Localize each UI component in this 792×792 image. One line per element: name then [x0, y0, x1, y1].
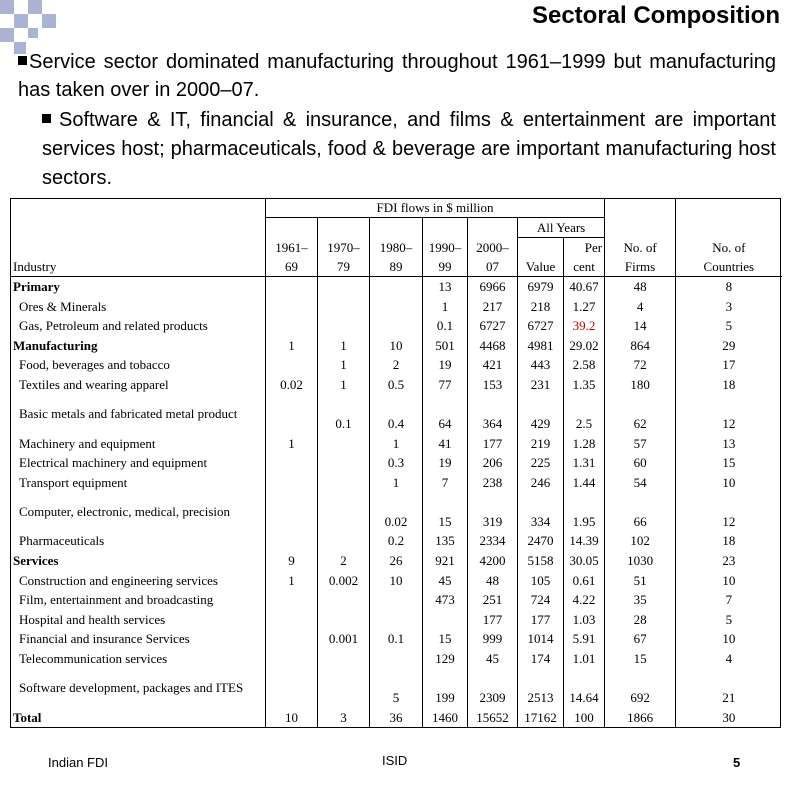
cell-percent: 1.31: [564, 453, 605, 473]
cell-p3: [370, 316, 423, 336]
table-row: [11, 708, 782, 728]
cell-p5: 251: [468, 590, 518, 610]
cell-countries: 29: [676, 336, 782, 356]
table-row: [11, 610, 782, 630]
cell-p2: [318, 434, 370, 454]
cell-p4: 129: [423, 649, 468, 669]
cell-p4: 19: [423, 355, 468, 375]
table-row: [11, 316, 782, 336]
cell-p2: 1: [318, 355, 370, 375]
header-countries-a: No. of: [676, 238, 782, 258]
row-industry: Financial and insurance Services: [11, 629, 266, 649]
cell-percent: 1.95: [564, 492, 605, 531]
cell-p2: 1: [318, 336, 370, 356]
cell-firms: 72: [605, 355, 676, 375]
cell-percent: 100: [564, 708, 605, 728]
cell-p3: 1: [370, 434, 423, 454]
cell-p3: 26: [370, 551, 423, 571]
cell-value: 105: [518, 571, 564, 591]
slide-title: Sectoral Composition: [531, 2, 780, 29]
cell-value: 2513: [518, 669, 564, 708]
cell-p1: [266, 277, 318, 297]
cell-percent: 1.28: [564, 434, 605, 454]
cell-percent: 2.58: [564, 355, 605, 375]
cell-firms: 62: [605, 395, 676, 434]
table-row: [11, 551, 782, 571]
row-industry: Pharmaceuticals: [11, 531, 266, 551]
cell-p4: 15: [423, 492, 468, 531]
header-firms-b: Firms: [605, 257, 676, 277]
cell-value: 5158: [518, 551, 564, 571]
cell-firms: 66: [605, 492, 676, 531]
cell-percent: 4.22: [564, 590, 605, 610]
table-row: [11, 629, 782, 649]
cell-p2: [318, 610, 370, 630]
cell-p1: [266, 395, 318, 434]
header-percent-b: cent: [564, 257, 605, 277]
cell-countries: 7: [676, 590, 782, 610]
table-row: [11, 355, 782, 375]
cell-value: 17162: [518, 708, 564, 728]
footer-center: ISID: [382, 753, 408, 768]
header-p2-b: 79: [318, 257, 370, 277]
header-p5-b: 07: [468, 257, 518, 277]
cell-p4: 41: [423, 434, 468, 454]
cell-p5: 153: [468, 375, 518, 395]
cell-countries: 10: [676, 473, 782, 493]
cell-p5: 217: [468, 297, 518, 317]
header-p3-b: 89: [370, 257, 423, 277]
bullet-square-icon: [42, 114, 51, 123]
table-body: [11, 277, 782, 728]
cell-value: 443: [518, 355, 564, 375]
cell-p3: [370, 610, 423, 630]
cell-p2: 3: [318, 708, 370, 728]
cell-p5: 238: [468, 473, 518, 493]
cell-p4: 45: [423, 571, 468, 591]
cell-value: 246: [518, 473, 564, 493]
cell-p4: 19: [423, 453, 468, 473]
table-row: [11, 649, 782, 669]
cell-firms: 51: [605, 571, 676, 591]
cell-value: 225: [518, 453, 564, 473]
cell-percent: 39.2: [564, 316, 605, 336]
cell-p1: [266, 649, 318, 669]
cell-value: 2470: [518, 531, 564, 551]
bullet-1-text: Service sector dominated manufacturing throughout 1961–1999 but manufacturing has taken over in 2000–07.: [18, 51, 776, 101]
cell-p3: 10: [370, 336, 423, 356]
row-industry: Total: [11, 708, 266, 728]
table-row: [11, 590, 782, 610]
cell-value: 6727: [518, 316, 564, 336]
bullet-1: [18, 48, 776, 104]
cell-p1: [266, 355, 318, 375]
cell-p4: 1460: [423, 708, 468, 728]
cell-p1: [266, 473, 318, 493]
cell-p2: [318, 277, 370, 297]
cell-firms: 1030: [605, 551, 676, 571]
cell-countries: 23: [676, 551, 782, 571]
row-industry: Film, entertainment and broadcasting: [11, 590, 266, 610]
header-empty: [11, 198, 266, 218]
header-value: Value: [518, 257, 564, 277]
cell-p4: 13: [423, 277, 468, 297]
row-industry: Manufacturing: [11, 336, 266, 356]
header-p3-a: 1980–: [370, 238, 423, 258]
cell-p1: 10: [266, 708, 318, 728]
header-p1-a: 1961–: [266, 238, 318, 258]
cell-p4: 473: [423, 590, 468, 610]
footer-left: Indian FDI: [48, 755, 108, 770]
cell-p3: 0.3: [370, 453, 423, 473]
cell-p3: 0.2: [370, 531, 423, 551]
cell-p3: [370, 297, 423, 317]
cell-p5: 177: [468, 434, 518, 454]
cell-p5: 4200: [468, 551, 518, 571]
cell-percent: 1.27: [564, 297, 605, 317]
bullet-square-icon: [18, 56, 27, 65]
cell-countries: 17: [676, 355, 782, 375]
cell-countries: 8: [676, 277, 782, 297]
cell-p2: [318, 590, 370, 610]
cell-p1: [266, 453, 318, 473]
row-industry: Textiles and wearing apparel: [11, 375, 266, 395]
cell-value: 177: [518, 610, 564, 630]
cell-p1: [266, 316, 318, 336]
row-industry: Food, beverages and tobacco: [11, 355, 266, 375]
cell-value: 218: [518, 297, 564, 317]
cell-percent: 14.64: [564, 669, 605, 708]
cell-value: 6979: [518, 277, 564, 297]
cell-value: 174: [518, 649, 564, 669]
cell-firms: 864: [605, 336, 676, 356]
cell-percent: 5.91: [564, 629, 605, 649]
cell-p3: 0.4: [370, 395, 423, 434]
cell-percent: 1.01: [564, 649, 605, 669]
cell-p4: 501: [423, 336, 468, 356]
row-industry: Electrical machinery and equipment: [11, 453, 266, 473]
cell-p2: [318, 492, 370, 531]
header-fdi-flows: FDI flows in $ million: [266, 198, 605, 218]
cell-value: 1014: [518, 629, 564, 649]
cell-countries: 18: [676, 531, 782, 551]
row-industry: Primary: [11, 277, 266, 297]
cell-p2: [318, 453, 370, 473]
cell-countries: 21: [676, 669, 782, 708]
row-industry: Basic metals and fabricated metal product: [11, 395, 266, 434]
cell-percent: 1.35: [564, 375, 605, 395]
table-row: [11, 473, 782, 493]
cell-p5: 4468: [468, 336, 518, 356]
cell-value: 4981: [518, 336, 564, 356]
header-firms-a: No. of: [605, 238, 676, 258]
cell-p5: 319: [468, 492, 518, 531]
cell-p4: 135: [423, 531, 468, 551]
cell-countries: 4: [676, 649, 782, 669]
header-percent-a: Per: [564, 238, 605, 258]
cell-p2: [318, 649, 370, 669]
cell-p5: 15652: [468, 708, 518, 728]
cell-value: 219: [518, 434, 564, 454]
table-row: [11, 531, 782, 551]
header-p1-b: 69: [266, 257, 318, 277]
cell-firms: 180: [605, 375, 676, 395]
cell-p5: 6966: [468, 277, 518, 297]
cell-p4: [423, 610, 468, 630]
cell-value: 724: [518, 590, 564, 610]
header-countries-b: Countries: [676, 257, 782, 277]
cell-percent: 1.03: [564, 610, 605, 630]
cell-p1: [266, 610, 318, 630]
cell-p2: 0.001: [318, 629, 370, 649]
cell-countries: 10: [676, 571, 782, 591]
cell-countries: 3: [676, 297, 782, 317]
cell-p2: 2: [318, 551, 370, 571]
cell-firms: 35: [605, 590, 676, 610]
cell-countries: 5: [676, 610, 782, 630]
cell-p4: 7: [423, 473, 468, 493]
page-number: 5: [733, 755, 741, 770]
cell-percent: 0.61: [564, 571, 605, 591]
cell-firms: 57: [605, 434, 676, 454]
cell-p4: 921: [423, 551, 468, 571]
cell-percent: 1.44: [564, 473, 605, 493]
cell-p2: [318, 316, 370, 336]
cell-p1: 9: [266, 551, 318, 571]
cell-p3: 5: [370, 669, 423, 708]
cell-p2: 0.1: [318, 395, 370, 434]
cell-p4: 199: [423, 669, 468, 708]
cell-firms: 60: [605, 453, 676, 473]
cell-p2: [318, 473, 370, 493]
cell-p1: 1: [266, 434, 318, 454]
cell-countries: 30: [676, 708, 782, 728]
table-row: [11, 669, 782, 708]
cell-percent: 30.05: [564, 551, 605, 571]
cell-value: 231: [518, 375, 564, 395]
cell-p3: 36: [370, 708, 423, 728]
cell-p1: [266, 590, 318, 610]
table-row: [11, 395, 782, 434]
header-p5-a: 2000–: [468, 238, 518, 258]
cell-p3: [370, 277, 423, 297]
cell-countries: 12: [676, 492, 782, 531]
cell-p2: [318, 669, 370, 708]
cell-p5: 6727: [468, 316, 518, 336]
cell-countries: 5: [676, 316, 782, 336]
cell-percent: 40.67: [564, 277, 605, 297]
table-row: [11, 434, 782, 454]
cell-firms: 1866: [605, 708, 676, 728]
header-industry: Industry: [11, 257, 266, 277]
header-p2-a: 1970–: [318, 238, 370, 258]
cell-p3: 0.5: [370, 375, 423, 395]
bullet-2-text: Software & IT, financial & insurance, and films & entertainment are important services host; pharmaceuticals, food & beverage are important manufacturing host sectors.: [42, 109, 776, 189]
cell-firms: 14: [605, 316, 676, 336]
cell-p5: 2309: [468, 669, 518, 708]
fdi-table: [10, 198, 782, 727]
cell-p5: 364: [468, 395, 518, 434]
cell-p1: [266, 531, 318, 551]
cell-p2: 0.002: [318, 571, 370, 591]
row-industry: Computer, electronic, medical, precision: [11, 492, 266, 531]
row-industry: Gas, Petroleum and related products: [11, 316, 266, 336]
cell-p5: 421: [468, 355, 518, 375]
cell-value: 334: [518, 492, 564, 531]
table-row: [11, 336, 782, 356]
table-row: [11, 453, 782, 473]
cell-p3: 0.02: [370, 492, 423, 531]
cell-p3: [370, 590, 423, 610]
cell-firms: 15: [605, 649, 676, 669]
cell-p1: 1: [266, 571, 318, 591]
table-row: [11, 571, 782, 591]
cell-firms: 4: [605, 297, 676, 317]
table-row: [11, 375, 782, 395]
header-p4-b: 99: [423, 257, 468, 277]
cell-percent: 14.39: [564, 531, 605, 551]
cell-p4: 1: [423, 297, 468, 317]
cell-p4: 15: [423, 629, 468, 649]
cell-p5: 48: [468, 571, 518, 591]
row-industry: Ores & Minerals: [11, 297, 266, 317]
cell-firms: 48: [605, 277, 676, 297]
cell-firms: 28: [605, 610, 676, 630]
table-row: [11, 297, 782, 317]
cell-p4: 77: [423, 375, 468, 395]
cell-p1: [266, 297, 318, 317]
cell-firms: 67: [605, 629, 676, 649]
row-industry: Telecommunication services: [11, 649, 266, 669]
row-industry: Construction and engineering services: [11, 571, 266, 591]
cell-p2: [318, 297, 370, 317]
table-row: [11, 492, 782, 531]
cell-countries: 18: [676, 375, 782, 395]
bullet-2: [42, 106, 776, 193]
header-p4-a: 1990–: [423, 238, 468, 258]
cell-p1: [266, 669, 318, 708]
cell-countries: 10: [676, 629, 782, 649]
cell-p1: 1: [266, 336, 318, 356]
cell-p1: 0.02: [266, 375, 318, 395]
cell-firms: 692: [605, 669, 676, 708]
cell-p1: [266, 629, 318, 649]
cell-p3: 10: [370, 571, 423, 591]
cell-firms: 102: [605, 531, 676, 551]
cell-p2: [318, 531, 370, 551]
cell-p5: 45: [468, 649, 518, 669]
row-industry: Software development, packages and ITES: [11, 669, 266, 708]
cell-p3: [370, 649, 423, 669]
cell-countries: 15: [676, 453, 782, 473]
cell-percent: 29.02: [564, 336, 605, 356]
cell-value: 429: [518, 395, 564, 434]
cell-p3: 0.1: [370, 629, 423, 649]
row-industry: Transport equipment: [11, 473, 266, 493]
cell-p1: [266, 492, 318, 531]
row-industry: Machinery and equipment: [11, 434, 266, 454]
table-row: [11, 277, 782, 297]
cell-p5: 177: [468, 610, 518, 630]
cell-p4: 64: [423, 395, 468, 434]
cell-p3: 2: [370, 355, 423, 375]
cell-p5: 999: [468, 629, 518, 649]
cell-p5: 206: [468, 453, 518, 473]
cell-firms: 54: [605, 473, 676, 493]
cell-p4: 0.1: [423, 316, 468, 336]
cell-p3: 1: [370, 473, 423, 493]
cell-countries: 13: [676, 434, 782, 454]
cell-p5: 2334: [468, 531, 518, 551]
cell-countries: 12: [676, 395, 782, 434]
cell-percent: 2.5: [564, 395, 605, 434]
cell-p2: 1: [318, 375, 370, 395]
row-industry: Hospital and health services: [11, 610, 266, 630]
row-industry: Services: [11, 551, 266, 571]
header-all-years: All Years: [518, 218, 605, 238]
